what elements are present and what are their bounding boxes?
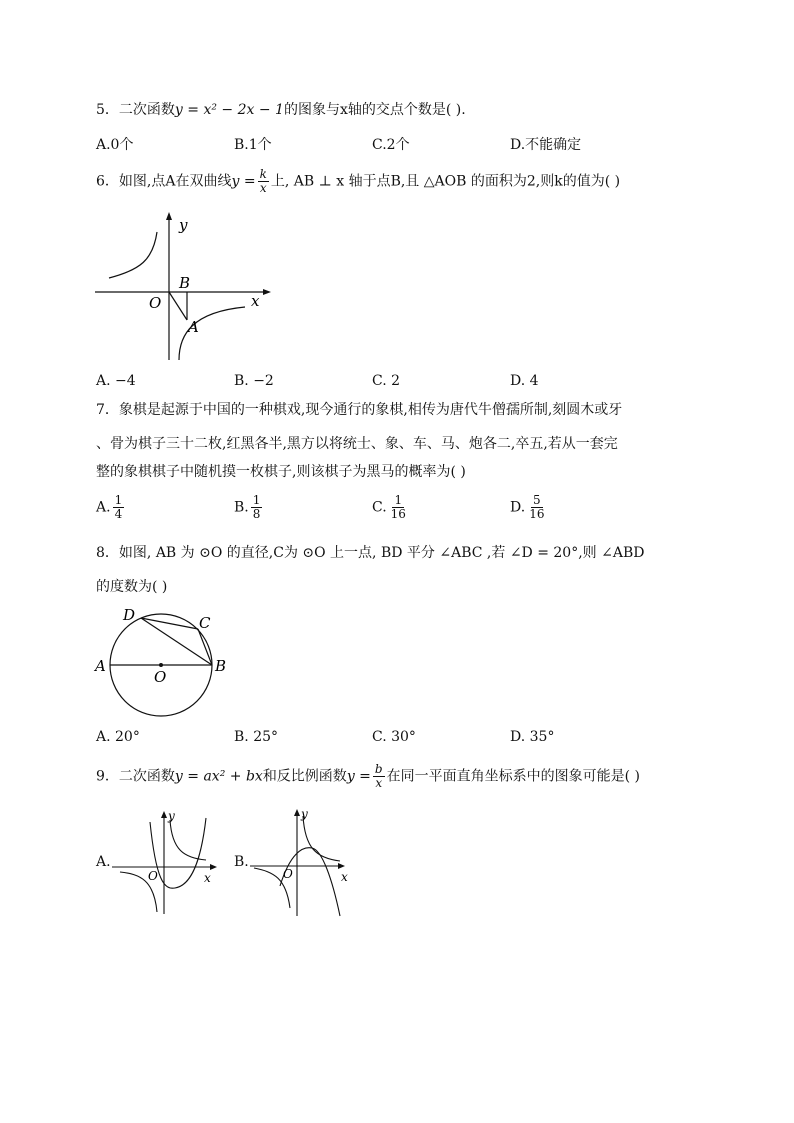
q7-c-num: 1: [394, 493, 403, 507]
q6-label-O: O: [149, 294, 162, 312]
q8-label-O: O: [154, 668, 167, 686]
q6-frac-den: x: [259, 181, 267, 195]
q8-option-b[interactable]: B. 25°: [234, 729, 279, 745]
q5-option-b[interactable]: B.1个: [234, 137, 272, 153]
q7-line-1: [96, 400, 622, 420]
q8-option-c[interactable]: C. 30°: [372, 729, 416, 745]
q6-fraction: [258, 168, 269, 195]
q5-formula: y = x² − 2x − 1: [174, 102, 284, 118]
q7-a-num: 1: [114, 493, 123, 507]
q5-number: 5．: [96, 102, 119, 118]
q5-option-c[interactable]: C.2个: [372, 137, 410, 153]
q6-stem: [96, 168, 620, 195]
q8-label-A: A: [95, 657, 106, 675]
q6-number: 6．: [96, 173, 119, 190]
q8-option-a[interactable]: A. 20°: [96, 729, 140, 745]
q9-frac-num: b: [374, 762, 383, 776]
q6-text-pre: 如图,点A在双曲线: [118, 173, 232, 190]
q9-option-a[interactable]: A.: [96, 854, 111, 870]
q7-b-num: 1: [252, 493, 261, 507]
q5-text-post: 的图象与x轴的交点个数是( ).: [283, 102, 466, 118]
q6-option-c[interactable]: C. 2: [372, 373, 401, 389]
q9-number: 9．: [96, 768, 119, 785]
q5-stem: [96, 100, 466, 120]
q7-line-3: 整的象棋棋子中随机摸一枚棋子,则该棋子为黑马的概率为( ): [96, 464, 466, 480]
q6-label-x: x: [251, 292, 260, 310]
q8-figure: [95, 604, 245, 724]
q9b-label-x: x: [341, 870, 348, 884]
q9b-label-y: y: [301, 807, 308, 821]
q8-label-C: C: [199, 614, 211, 632]
q9b-label-O: O: [283, 867, 293, 881]
q9-formula: y = ax² + bx: [174, 768, 263, 785]
q7-number: 7．: [96, 402, 119, 418]
q8-line-1: [96, 543, 644, 563]
q7-line-2: 、骨为棋子三十二枚,红黑各半,黑方以将统士、象、车、马、炮各二,卒五,若从一套完: [96, 436, 618, 452]
q6-label-A: A: [188, 318, 199, 336]
q8-text-1: 如图, AB 为 ⊙O 的直径,C为 ⊙O 上一点, BD 平分 ∠ABC ,若 ∠D = 20°,则 ∠ABD: [118, 545, 645, 561]
q9-stem: [96, 763, 640, 790]
q9a-label-y: y: [168, 809, 175, 823]
q9-option-b[interactable]: B.: [234, 854, 249, 870]
q9a-label-O: O: [148, 869, 158, 883]
q9-text-mid: 和反比例函数: [262, 768, 347, 785]
q6-option-a[interactable]: A. −4: [96, 373, 136, 389]
q5-text-pre: 二次函数: [118, 102, 175, 118]
q7-text-1: 象棋是起源于中国的一种棋戏,现今通行的象棋,相传为唐代牛僧孺所制,刻圆木或牙: [118, 402, 623, 418]
q7-option-c-label: C.: [372, 499, 387, 516]
q7-b-den: 8: [252, 507, 261, 521]
q7-d-den: 16: [529, 507, 545, 521]
q8-line-2: 的度数为( ): [96, 579, 168, 595]
q7-option-a-fraction: [113, 494, 125, 521]
q7-a-den: 4: [114, 507, 123, 521]
q6-text-post: 上, AB ⊥ x 轴于点B,且 △AOB 的面积为2,则k的值为( ): [270, 173, 621, 190]
q6-frac-num: k: [259, 167, 267, 181]
q6-figure: [95, 212, 275, 362]
q8-label-D: D: [123, 606, 136, 624]
q6-option-d[interactable]: D. 4: [510, 373, 539, 389]
q7-option-a[interactable]: [96, 494, 126, 521]
q5-option-d[interactable]: D.不能确定: [510, 137, 582, 153]
q7-option-a-label: A.: [96, 499, 111, 516]
q7-option-d-label: D.: [510, 499, 526, 516]
q9-figure-a: [112, 810, 222, 914]
q9-text-pre: 二次函数: [118, 768, 175, 785]
q7-option-c-fraction: [389, 494, 408, 521]
q7-option-b[interactable]: [234, 494, 264, 521]
q7-c-den: 16: [390, 507, 406, 521]
q7-option-b-fraction: [251, 494, 263, 521]
q7-option-c[interactable]: [372, 494, 410, 521]
q7-option-b-label: B.: [234, 499, 249, 516]
q8-label-B: B: [215, 657, 227, 675]
q6-option-b[interactable]: B. −2: [234, 373, 274, 389]
q9-eq: y =: [346, 768, 371, 785]
q9-text-post: 在同一平面直角坐标系中的图象可能是( ): [386, 768, 640, 785]
q8-option-d[interactable]: D. 35°: [510, 729, 555, 745]
q7-d-num: 5: [533, 493, 541, 507]
q6-label-y: y: [179, 216, 188, 234]
q6-eq: y =: [231, 173, 256, 190]
q9-frac-den: x: [375, 776, 383, 790]
q9-fraction: [373, 763, 385, 790]
q5-option-a[interactable]: A.0个: [96, 137, 134, 153]
q6-label-B: B: [179, 274, 191, 292]
q9a-label-x: x: [204, 871, 211, 885]
q7-option-d[interactable]: [510, 494, 548, 521]
q8-number: 8．: [96, 545, 119, 561]
q7-option-d-fraction: [527, 494, 546, 521]
q9-figure-b: [250, 808, 370, 918]
